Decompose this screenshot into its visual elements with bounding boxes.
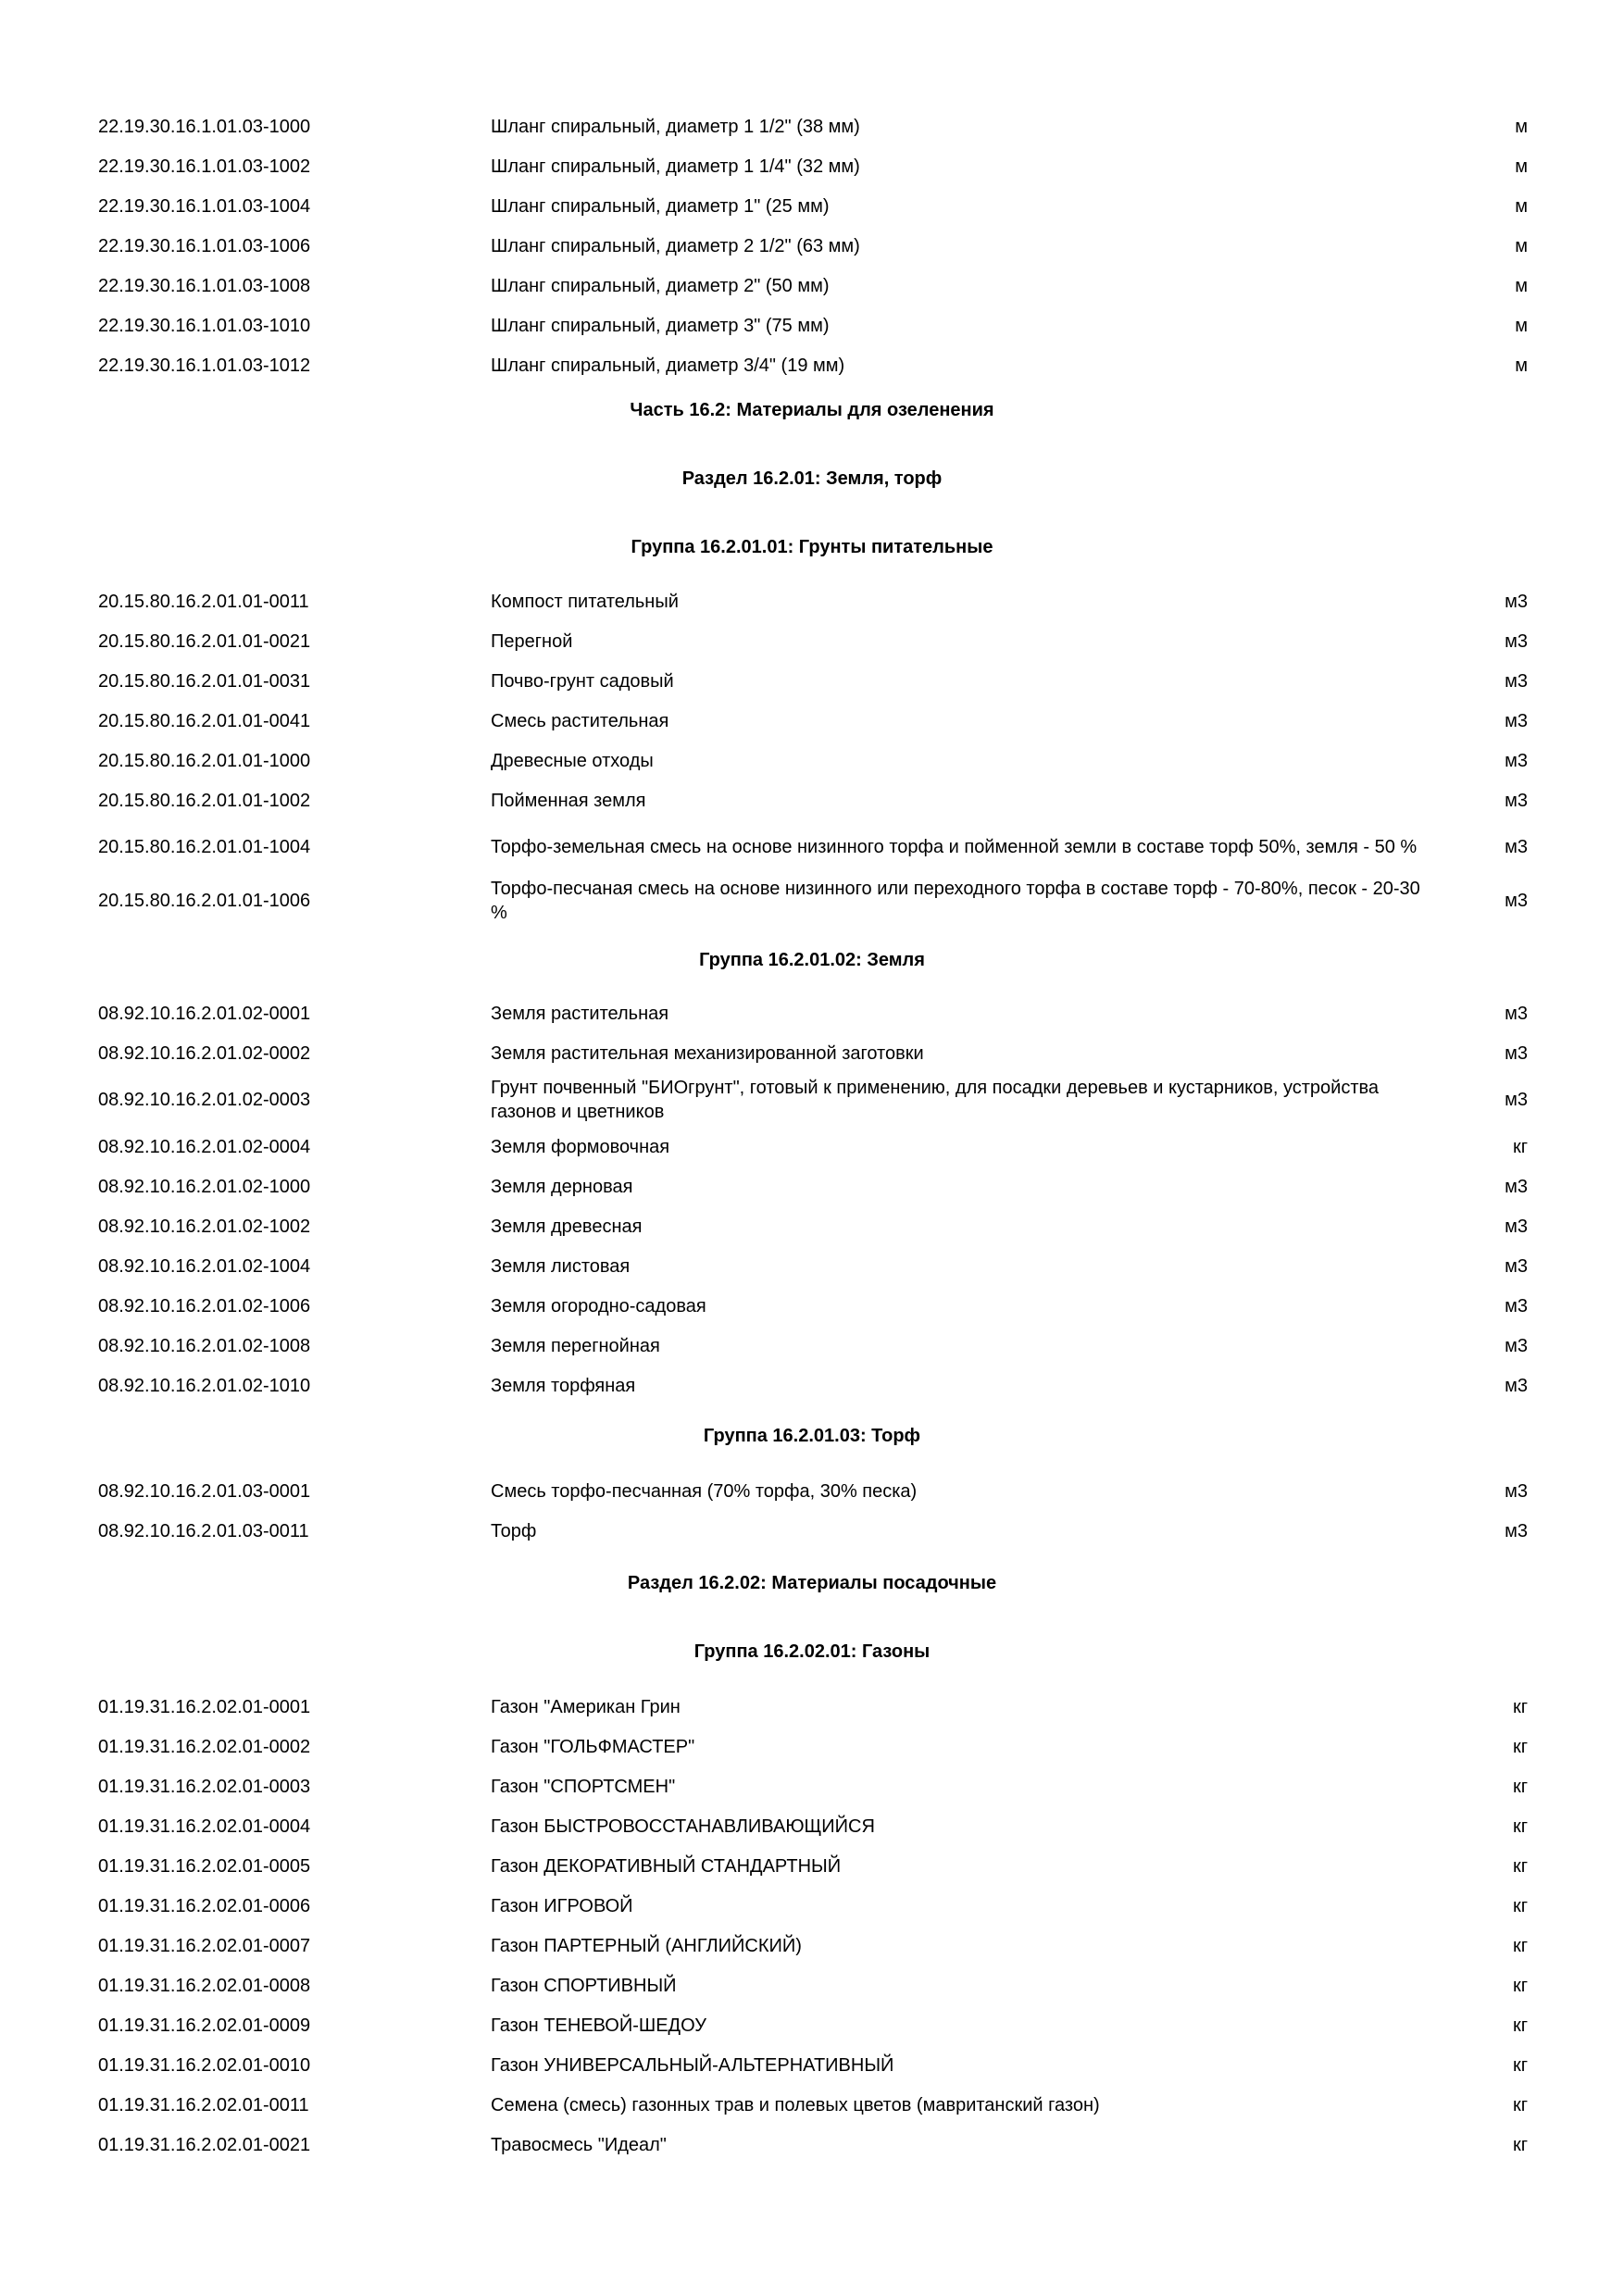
row-code: 20.15.80.16.2.01.01-1004 — [98, 837, 311, 857]
row-name: Газон ТЕНЕВОЙ-ШЕДОУ — [491, 2015, 706, 2036]
row-unit: кг — [1512, 1935, 1528, 1956]
row-name: Смесь растительная — [491, 710, 669, 731]
table-row — [0, 266, 1624, 306]
row-code: 08.92.10.16.2.01.02-1008 — [98, 1335, 311, 1356]
row-unit: кг — [1512, 1855, 1528, 1877]
row-code: 08.92.10.16.2.01.02-1002 — [98, 1216, 311, 1237]
row-unit: кг — [1512, 1776, 1528, 1797]
row-unit: кг — [1512, 1895, 1528, 1916]
row-code: 01.19.31.16.2.02.01-0007 — [98, 1935, 311, 1956]
row-name: Земля огородно-садовая — [491, 1295, 706, 1316]
table-row — [0, 741, 1624, 780]
table-row — [0, 661, 1624, 701]
row-code: 01.19.31.16.2.02.01-0010 — [98, 2054, 311, 2076]
table-row — [0, 1073, 1624, 1127]
row-code: 01.19.31.16.2.02.01-0002 — [98, 1736, 311, 1757]
row-name: Газон "ГОЛЬФМАСТЕР" — [491, 1736, 695, 1757]
row-unit: м — [1515, 116, 1528, 137]
table-row — [0, 1965, 1624, 2005]
row-unit: м3 — [1505, 837, 1528, 857]
row-unit: м3 — [1505, 1090, 1528, 1110]
row-unit: кг — [1512, 2015, 1528, 2036]
table-row — [0, 1886, 1624, 1926]
row-code: 08.92.10.16.2.01.02-0001 — [98, 1003, 311, 1024]
table-row — [0, 1926, 1624, 1965]
table-row — [0, 1846, 1624, 1886]
row-code: 20.15.80.16.2.01.01-0021 — [98, 630, 311, 652]
row-name: Земля древесная — [491, 1216, 643, 1237]
row-name: Газон УНИВЕРСАЛЬНЫЙ-АЛЬТЕРНАТИВНЫЙ — [491, 2054, 894, 2076]
row-name: Газон СПОРТИВНЫЙ — [491, 1975, 677, 1996]
table-block-lawns — [0, 1687, 1624, 2165]
row-code: 22.19.30.16.1.01.03-1010 — [98, 315, 311, 336]
table-row — [0, 621, 1624, 661]
row-code: 01.19.31.16.2.02.01-0006 — [98, 1895, 311, 1916]
row-unit: м3 — [1505, 1375, 1528, 1396]
row-unit: кг — [1512, 1136, 1528, 1157]
table-row — [0, 874, 1624, 928]
row-unit: кг — [1512, 1696, 1528, 1717]
table-row — [0, 2045, 1624, 2085]
row-unit: м3 — [1505, 790, 1528, 811]
row-code: 01.19.31.16.2.02.01-0005 — [98, 1855, 311, 1877]
row-name: Газон БЫСТРОВОССТАНАВЛИВАЮЩИЙСЯ — [491, 1816, 875, 1837]
row-unit: кг — [1512, 2134, 1528, 2155]
row-code: 22.19.30.16.1.01.03-1008 — [98, 275, 311, 296]
row-unit: кг — [1512, 2094, 1528, 2115]
table-row — [0, 1687, 1624, 1727]
row-code: 01.19.31.16.2.02.01-0009 — [98, 2015, 311, 2036]
row-code: 20.15.80.16.2.01.01-0011 — [98, 591, 309, 612]
table-row — [0, 1033, 1624, 1073]
table-row — [0, 1511, 1624, 1551]
row-name: Шланг спиральный, диаметр 1 1/4" (32 мм) — [491, 156, 860, 177]
row-code: 20.15.80.16.2.01.01-0031 — [98, 670, 311, 692]
row-unit: м3 — [1505, 1520, 1528, 1541]
row-name: Компост питательный — [491, 591, 679, 612]
table-row — [0, 1167, 1624, 1206]
table-row — [0, 1206, 1624, 1246]
group-heading: Группа 16.2.01.02: Земля — [699, 950, 925, 970]
row-code: 20.15.80.16.2.01.01-1006 — [98, 891, 311, 911]
table-row — [0, 2125, 1624, 2165]
row-unit: м — [1515, 355, 1528, 376]
row-unit: м3 — [1505, 1042, 1528, 1064]
table-row — [0, 993, 1624, 1033]
row-unit: кг — [1512, 1816, 1528, 1837]
row-code: 08.92.10.16.2.01.02-0003 — [98, 1090, 311, 1110]
row-unit: м3 — [1505, 1003, 1528, 1024]
table-row — [0, 1766, 1624, 1806]
table-row — [0, 345, 1624, 385]
row-name: Пойменная земля — [491, 790, 646, 811]
row-name: Шланг спиральный, диаметр 3/4" (19 мм) — [491, 355, 845, 376]
row-name: Газон "Американ Грин — [491, 1696, 681, 1717]
row-code: 01.19.31.16.2.02.01-0021 — [98, 2134, 311, 2155]
row-name: Семена (смесь) газонных трав и полевых цветов (мавританский газон) — [491, 2094, 1100, 2115]
table-row — [0, 581, 1624, 621]
row-name: Газон ИГРОВОЙ — [491, 1895, 633, 1916]
row-name: Перегной — [491, 630, 573, 652]
group-heading: Группа 16.2.02.01: Газоны — [693, 1641, 931, 1662]
row-unit: м — [1515, 315, 1528, 336]
row-name: Земля формовочная — [491, 1136, 670, 1157]
row-name: Шланг спиральный, диаметр 2 1/2" (63 мм) — [491, 235, 860, 256]
row-name: Древесные отходы — [491, 750, 654, 771]
row-code: 22.19.30.16.1.01.03-1012 — [98, 355, 311, 376]
table-row — [0, 780, 1624, 820]
table-row — [0, 701, 1624, 741]
table-row — [0, 186, 1624, 226]
row-name: Шланг спиральный, диаметр 3" (75 мм) — [491, 315, 830, 336]
table-block-peat — [0, 1471, 1624, 1551]
row-unit: кг — [1512, 1736, 1528, 1757]
table-row — [0, 1366, 1624, 1405]
row-name: Торф — [491, 1520, 537, 1541]
row-unit: м3 — [1505, 670, 1528, 692]
table-row — [0, 1806, 1624, 1846]
row-code: 08.92.10.16.2.01.02-1006 — [98, 1295, 311, 1316]
row-unit: м3 — [1505, 750, 1528, 771]
row-code: 08.92.10.16.2.01.02-1000 — [98, 1176, 311, 1197]
row-name: Земля листовая — [491, 1255, 631, 1277]
row-unit: м3 — [1505, 710, 1528, 731]
table-row — [0, 226, 1624, 266]
row-code: 01.19.31.16.2.02.01-0001 — [98, 1696, 311, 1717]
table-row — [0, 1727, 1624, 1766]
table-block-land — [0, 993, 1624, 1405]
table-row — [0, 1127, 1624, 1167]
row-code: 01.19.31.16.2.02.01-0011 — [98, 2094, 309, 2115]
row-name: Грунт почвенный "БИОгрунт", готовый к применению, для посадки деревьев и кустарников, устройства газонов и цветников — [491, 1078, 1380, 1122]
row-unit: кг — [1512, 2054, 1528, 2076]
row-code: 01.19.31.16.2.02.01-0004 — [98, 1816, 311, 1837]
row-unit: м3 — [1505, 1255, 1528, 1277]
row-unit: м — [1515, 195, 1528, 217]
row-code: 22.19.30.16.1.01.03-1006 — [98, 235, 311, 256]
table-row — [0, 1246, 1624, 1286]
row-name: Шланг спиральный, диаметр 2" (50 мм) — [491, 275, 830, 296]
table-row — [0, 2085, 1624, 2125]
section-heading: Раздел 16.2.01: Земля, торф — [681, 468, 943, 489]
group-heading: Группа 16.2.01.01: Грунты питательные — [631, 537, 993, 557]
table-block-soils — [0, 581, 1624, 928]
row-unit: м — [1515, 275, 1528, 296]
row-code: 08.92.10.16.2.01.02-0004 — [98, 1136, 311, 1157]
row-code: 08.92.10.16.2.01.02-1010 — [98, 1375, 311, 1396]
table-row — [0, 106, 1624, 146]
row-code: 08.92.10.16.2.01.03-0011 — [98, 1520, 309, 1541]
row-name: Газон ПАРТЕРНЫЙ (АНГЛИЙСКИЙ) — [491, 1935, 802, 1956]
row-unit: м3 — [1505, 1176, 1528, 1197]
row-name: Земля торфяная — [491, 1375, 636, 1396]
row-name: Земля дерновая — [491, 1176, 633, 1197]
table-row — [0, 1326, 1624, 1366]
row-unit: м3 — [1505, 1480, 1528, 1502]
table-block-hoses — [0, 106, 1624, 385]
row-code: 08.92.10.16.2.01.02-0002 — [98, 1042, 311, 1064]
row-code: 20.15.80.16.2.01.01-1002 — [98, 790, 311, 811]
row-code: 22.19.30.16.1.01.03-1000 — [98, 116, 311, 137]
row-name: Земля перегнойная — [491, 1335, 660, 1356]
row-unit: м3 — [1505, 1295, 1528, 1316]
row-name: Торфо-песчаная смесь на основе низинного или переходного торфа в составе торф - 70-80%, песок - 20-30 % — [491, 879, 1420, 923]
row-name: Газон "СПОРТСМЕН" — [491, 1776, 676, 1797]
row-name: Шланг спиральный, диаметр 1" (25 мм) — [491, 195, 830, 217]
row-unit: м — [1515, 235, 1528, 256]
row-unit: кг — [1512, 1975, 1528, 1996]
row-unit: м — [1515, 156, 1528, 177]
row-unit: м3 — [1505, 1216, 1528, 1237]
row-unit: м3 — [1505, 891, 1528, 911]
group-heading: Группа 16.2.01.03: Торф — [703, 1426, 921, 1446]
row-code: 08.92.10.16.2.01.02-1004 — [98, 1255, 311, 1277]
table-row — [0, 306, 1624, 345]
table-row — [0, 2005, 1624, 2045]
row-unit: м3 — [1505, 1335, 1528, 1356]
row-name: Земля растительная механизированной заготовки — [491, 1042, 924, 1064]
section-heading: Раздел 16.2.02: Материалы посадочные — [627, 1573, 997, 1593]
table-row — [0, 1471, 1624, 1511]
row-name: Земля растительная — [491, 1003, 669, 1024]
table-row — [0, 1286, 1624, 1326]
row-code: 20.15.80.16.2.01.01-1000 — [98, 750, 311, 771]
row-name: Торфо-земельная смесь на основе низинного торфа и пойменной земли в составе торф 50%, земля - 50 % — [491, 837, 1418, 857]
row-name: Почво-грунт садовый — [491, 670, 674, 692]
part-heading: Часть 16.2: Материалы для озеленения — [630, 400, 994, 420]
row-name: Шланг спиральный, диаметр 1 1/2" (38 мм) — [491, 116, 860, 137]
row-code: 22.19.30.16.1.01.03-1004 — [98, 195, 311, 217]
row-name: Смесь торфо-песчанная (70% торфа, 30% песка) — [491, 1480, 918, 1502]
row-unit: м3 — [1505, 591, 1528, 612]
table-row — [0, 146, 1624, 186]
row-code: 01.19.31.16.2.02.01-0008 — [98, 1975, 311, 1996]
row-code: 08.92.10.16.2.01.03-0001 — [98, 1480, 311, 1502]
row-unit: м3 — [1505, 630, 1528, 652]
row-code: 22.19.30.16.1.01.03-1002 — [98, 156, 311, 177]
row-name: Травосмесь "Идеал" — [491, 2134, 667, 2155]
table-row — [0, 820, 1624, 874]
row-name: Газон ДЕКОРАТИВНЫЙ СТАНДАРТНЫЙ — [491, 1855, 842, 1877]
row-code: 01.19.31.16.2.02.01-0003 — [98, 1776, 311, 1797]
row-code: 20.15.80.16.2.01.01-0041 — [98, 710, 311, 731]
